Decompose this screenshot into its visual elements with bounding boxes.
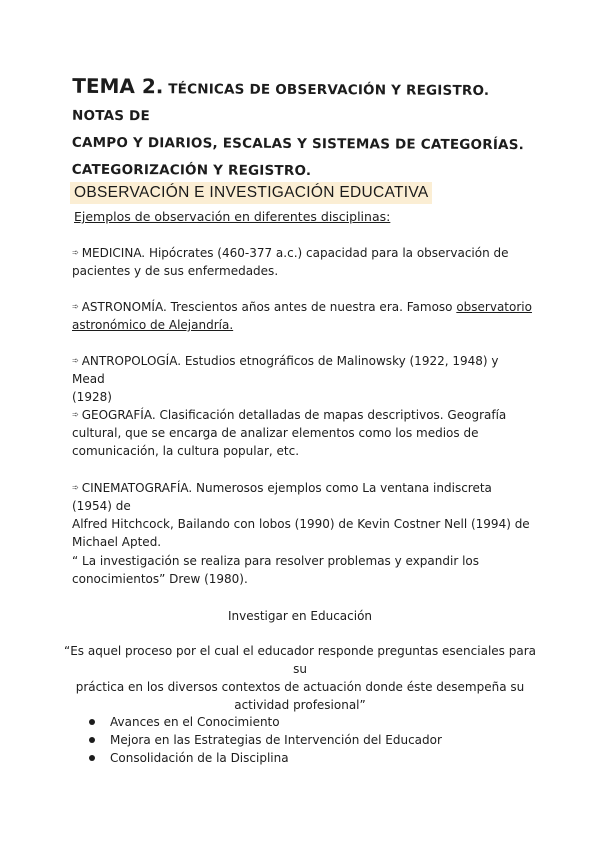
entry-cinematografia [72,479,532,551]
bullet-icon [89,719,95,725]
entry-line: cultural, que se encarga de analizar elementos como los medios de [72,426,479,440]
list-item [72,731,442,749]
entry-line: pacientes y de sus enfermedades. [72,264,279,278]
definition-line: “Es aquel proceso por el cual el educador responde preguntas esenciales para su [64,644,536,676]
entry-astronomia [72,298,532,334]
pointer-icon: ➾ [72,410,79,419]
entry-line: GEOGRAFÍA. Clasificación detalladas de mapas descriptivos. Geografía [81,408,507,422]
entry-line: (1928) [72,390,112,404]
list-item [72,749,442,767]
pointer-icon: ➾ [72,483,79,492]
definition-line: actividad profesional” [234,698,366,712]
list-item-label: Consolidación de la Disciplina [110,751,289,765]
entry-line: CINEMATOGRAFÍA. Numerosos ejemplos como La ventana indiscreta (1954) de [72,481,492,513]
title-line-3: CATEGORIZACIÓN Y REGISTRO. [71,161,312,180]
definition-line: práctica en los diversos contextos de actuación donde éste desempeña su [75,680,525,694]
title-tema: TEMA 2. [72,73,164,99]
bullet-icon [89,755,95,761]
entry-line: ASTRONOMÍA. Trescientos años antes de nuestra era. Famoso [81,300,457,314]
quote-line: conocimientos” Drew (1980). [72,572,248,586]
section-heading: OBSERVACIÓN E INVESTIGACIÓN EDUCATIVA [70,182,432,204]
bullet-list [72,713,442,767]
page-title [72,73,543,186]
entry-line: comunicación, la cultura popular, etc. [72,444,300,458]
entry-line: Alfred Hitchcock, Bailando con lobos (1990) de Kevin Costner Nell (1994) de [72,517,530,531]
entry-line: Michael Apted. [72,535,162,549]
list-item-label: Mejora en las Estrategias de Intervención del Educador [110,733,442,747]
entry-line: ANTROPOLOGÍA. Estudios etnográficos de Malinowsky (1922, 1948) y Mead [72,354,499,386]
title-line-2: CAMPO Y DIARIOS, ESCALAS Y SISTEMAS DE CATEGORÍAS. [71,134,525,154]
quote-line: “ La investigación se realiza para resolver problemas y expandir los [72,554,480,568]
bullet-icon [89,737,95,743]
drew-quote [72,552,532,588]
list-item [72,713,442,731]
investigar-title: Investigar en Educación [227,609,373,623]
pointer-icon: ➾ [72,302,79,311]
pointer-icon: ➾ [72,356,79,365]
entry-antropologia [72,352,532,406]
list-item-label: Avances en el Conocimiento [110,715,280,729]
subheading: Ejemplos de observación en diferentes disciplinas: [74,209,391,224]
observatorio-link[interactable]: observatorio [456,300,532,314]
definition-quote [60,642,540,714]
observatorio-link-cont[interactable]: astronómico de Alejandría. [72,318,234,332]
entry-line: MEDICINA. Hipócrates (460-377 a.c.) capacidad para la observación de [81,246,509,260]
entry-geografia [72,406,532,460]
entry-medicina [72,244,532,280]
pointer-icon: ➾ [72,248,79,257]
title-line-1: TÉCNICAS DE OBSERVACIÓN Y REGISTRO. NOTAS DE [72,81,490,125]
